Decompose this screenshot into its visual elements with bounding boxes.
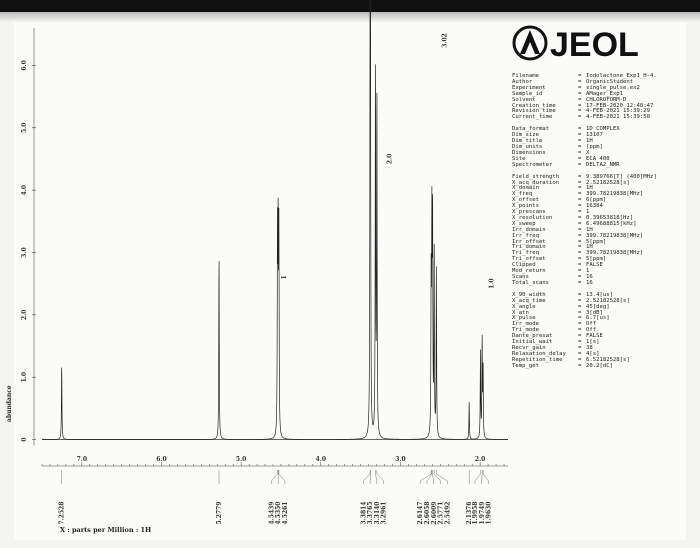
param-value: X [586, 149, 590, 156]
param-row [512, 364, 690, 370]
param-value: 1 [586, 268, 590, 275]
param-value: 9.389766[T] (400[MHz] [586, 173, 657, 180]
param-value: 13107 [586, 132, 603, 139]
param-equals: = [578, 262, 582, 269]
param-equals: = [578, 256, 582, 263]
param-value: CHLOROFORM-D [586, 96, 627, 103]
x-axis-label: X : parts per Million : 1H [60, 526, 152, 534]
param-key: Revision_time [512, 108, 556, 115]
param-value: 399.78219838[MHz] [586, 232, 644, 239]
peak-label: 2.6058 [423, 501, 431, 525]
param-equals: = [578, 149, 582, 156]
logo-emblem [514, 27, 546, 59]
param-value: 38 [586, 344, 593, 351]
param-key: Irr_mode [512, 321, 539, 328]
param-equals: = [578, 108, 582, 115]
param-value: 4-FEB-2021 15:39:58 [586, 114, 650, 121]
param-key: Mod_return [512, 268, 546, 275]
param-equals: = [578, 297, 582, 304]
param-key: Recvr_gain [512, 344, 546, 351]
integral-value: 1 [280, 275, 288, 280]
y-tick-label: 4.0 [21, 184, 28, 196]
param-value: Off [586, 327, 597, 334]
y-tick-label: 2.0 [21, 309, 28, 321]
param-equals: = [578, 321, 582, 328]
param-equals: = [578, 114, 582, 121]
peak-connector [483, 470, 488, 484]
param-equals: = [578, 339, 582, 346]
integral-value: 2.0 [386, 153, 394, 165]
param-value: 1H [586, 185, 593, 192]
param-equals: = [578, 102, 582, 109]
param-equals: = [578, 220, 582, 227]
x-tick-label: 3.0 [395, 456, 406, 463]
param-value: Off [586, 321, 597, 328]
y-tick-label: 3.0 [21, 247, 28, 258]
param-equals: = [578, 244, 582, 251]
peak-connector [377, 470, 384, 484]
param-value: AMager_Exp1 [586, 90, 624, 97]
param-key: Sample_id [512, 90, 543, 97]
param-value: 3[dB] [586, 309, 603, 316]
param-equals: = [578, 161, 582, 168]
param-equals: = [578, 173, 582, 180]
param-key: Initial_wait [512, 339, 553, 346]
param-value: 6.52182528[s] [586, 356, 630, 363]
param-value: 13.4[us] [586, 291, 613, 298]
peak-connector [475, 470, 480, 484]
param-value: 4[s] [586, 350, 600, 357]
param-equals: = [578, 268, 582, 275]
peak-label: 5.2779 [216, 501, 224, 525]
param-key: X_pulse [512, 315, 536, 322]
param-value: 16 [586, 279, 593, 286]
param-key: X_domain [512, 185, 539, 192]
peak-label: 1.9630 [485, 501, 493, 525]
peak-label: 3.3140 [373, 501, 381, 525]
param-key: Current_time [512, 114, 553, 121]
integral-value: 3.02 [441, 33, 449, 48]
jeol-logo [510, 22, 675, 64]
param-equals: = [578, 327, 582, 334]
param-equals: = [578, 333, 582, 340]
peak-label: 4.5350 [275, 501, 283, 525]
param-value: 2.52182528[s] [586, 297, 630, 304]
param-equals: = [578, 179, 582, 186]
peak-connector [436, 470, 447, 484]
peak-connector [375, 470, 376, 484]
param-key: X_sweep [512, 220, 536, 227]
peak-label: 1.9958 [471, 501, 479, 525]
param-value: 5[ppm] [586, 238, 607, 245]
param-equals: = [578, 214, 582, 221]
param-key: X_90_width [512, 291, 546, 298]
param-value: 2.52182528[s] [586, 179, 630, 186]
peak-label: 3.3814 [360, 501, 368, 525]
param-key: Dimensions [512, 149, 546, 156]
y-tick-label: 5.0 [21, 122, 28, 133]
param-value: 1H [586, 138, 593, 145]
y-tick-label: 0 [21, 437, 28, 442]
param-key: Experiment [512, 84, 546, 91]
param-equals: = [578, 84, 582, 91]
param-value: ECA 400 [586, 155, 610, 162]
y-tick-label: 6.0 [21, 60, 28, 71]
param-key: Site [512, 155, 526, 162]
param-equals: = [578, 90, 582, 97]
param-equals: = [578, 191, 582, 198]
param-key: Filename [512, 73, 539, 79]
param-value: 1[s] [586, 339, 600, 346]
param-equals: = [578, 315, 582, 322]
param-key: Creation_time [512, 102, 556, 109]
param-key: Temp_get [512, 362, 539, 369]
peak-label: 3.3765 [367, 501, 375, 525]
param-key: Clipped [512, 262, 536, 269]
param-key: X_atn [512, 309, 529, 316]
param-value: 6[ppm] [586, 197, 607, 204]
peak-connector [432, 470, 434, 484]
param-key: Data_format [512, 126, 550, 133]
peak-connector [434, 470, 440, 484]
param-value: 4-FEB-2021 15:39:29 [586, 108, 650, 115]
param-key: X_offset [512, 197, 539, 204]
param-key: Irr_domain [512, 226, 546, 233]
param-value: OrganicStudent [586, 78, 634, 85]
param-equals: = [578, 274, 582, 280]
param-key: X_acq_duration [512, 179, 560, 186]
param-key: X_resolution [512, 214, 553, 221]
param-key: X_angle [512, 303, 536, 310]
param-equals: = [578, 73, 582, 79]
param-equals: = [578, 291, 582, 298]
param-value: 0.39653818[Hz] [586, 214, 634, 221]
param-equals: = [578, 344, 582, 351]
param-equals: = [578, 197, 582, 204]
param-key: Solvent [512, 96, 536, 103]
param-key: X_freq [512, 191, 533, 198]
spectrum-trace [42, 0, 508, 440]
peak-connector [363, 470, 370, 484]
param-key: Irr_freq [512, 232, 539, 239]
param-equals: = [578, 143, 582, 150]
param-equals: = [578, 350, 582, 357]
param-row [512, 281, 690, 287]
spectrum-line [42, 0, 508, 440]
param-row [512, 115, 690, 121]
peak-label: 4.5439 [268, 501, 276, 525]
y-tick-label: 1.0 [21, 371, 28, 383]
param-value: 17-FEB-2020 12:48:47 [586, 102, 654, 109]
param-value: FALSE [586, 262, 603, 269]
peak-label: 2.5492 [444, 501, 452, 525]
acquisition-parameters [512, 74, 690, 370]
peak-connector [271, 470, 277, 484]
param-key: Dim_title [512, 138, 543, 145]
peak-label: 2.6009 [430, 501, 438, 525]
param-key: Repetition_time [512, 356, 563, 363]
param-value: 399.78219838[MHz] [586, 250, 644, 257]
y-axis-label: abundance [6, 385, 13, 422]
param-key: Tri_domain [512, 244, 546, 251]
param-value: 45[deg] [586, 303, 610, 310]
param-value: 1H [586, 226, 593, 233]
param-value: 1 [586, 209, 590, 216]
peak-connector [420, 470, 431, 484]
param-equals: = [578, 309, 582, 316]
x-tick-label: 6.0 [156, 456, 167, 463]
param-key: Irr_offset [512, 238, 546, 245]
peak-labels [59, 470, 493, 524]
param-value: 1H [586, 244, 593, 251]
param-key: Field_strength [512, 173, 560, 180]
param-equals: = [578, 155, 582, 162]
param-key: Total_scans [512, 279, 550, 286]
param-equals: = [578, 209, 582, 216]
param-value: Iodolactone_Exp1_H-4. [586, 73, 657, 79]
param-equals: = [578, 356, 582, 363]
param-equals: = [578, 132, 582, 139]
param-key: X_prescans [512, 209, 546, 216]
param-key: Dante_presat [512, 333, 553, 340]
param-key: Relaxation_delay [512, 350, 566, 357]
param-key: Tri_mode [512, 327, 539, 334]
param-key: Dim_size [512, 132, 539, 139]
param-key: Author [512, 78, 533, 85]
param-equals: = [578, 250, 582, 257]
peak-label: 7.2528 [58, 501, 66, 525]
x-tick-label: 7.0 [76, 456, 88, 463]
param-equals: = [578, 232, 582, 239]
integral-value: 1.0 [488, 278, 496, 289]
param-key: Dim_units [512, 143, 543, 150]
logo-text: JEOL [550, 26, 639, 64]
x-tick-label: 5.0 [235, 456, 247, 463]
peak-label: 2.6147 [417, 501, 425, 525]
param-value: DELTA2_NMR [586, 161, 620, 168]
param-key: Tri_freq [512, 250, 539, 257]
param-key: Tri_offset [512, 256, 546, 263]
param-equals: = [578, 78, 582, 85]
param-value: 6.7[us] [586, 315, 610, 322]
param-equals: = [578, 203, 582, 210]
peak-label: 2.5771 [437, 501, 445, 525]
param-equals: = [578, 226, 582, 233]
param-equals: = [578, 96, 582, 103]
param-value: 16 [586, 274, 593, 280]
param-row [512, 163, 690, 169]
param-equals: = [578, 126, 582, 133]
param-equals: = [578, 279, 582, 286]
param-equals: = [578, 138, 582, 145]
x-tick-label: 2.0 [474, 456, 486, 463]
param-key: Spectrometer [512, 161, 553, 168]
param-value: 20.2[dC] [586, 362, 613, 369]
param-equals: = [578, 185, 582, 192]
param-equals: = [578, 362, 582, 369]
param-value: 16384 [586, 203, 603, 210]
param-value: 399.78219838[MHz] [586, 191, 644, 198]
param-value: [ppm] [586, 143, 603, 150]
param-value: 6.49688815[kHz] [586, 220, 637, 227]
param-key: X_points [512, 203, 539, 210]
param-value: 5[ppm] [586, 256, 607, 263]
peak-label: 4.5261 [281, 501, 289, 525]
param-equals: = [578, 303, 582, 310]
x-tick-label: 4.0 [315, 456, 327, 463]
param-value: single_pulse.ex2 [586, 84, 640, 91]
param-value: FALSE [586, 333, 603, 340]
param-equals: = [578, 238, 582, 245]
peak-connector [279, 470, 285, 484]
param-value: 1D COMPLEX [586, 126, 620, 133]
peak-label: 1.9749 [478, 501, 486, 525]
peak-label: 3.2961 [380, 501, 388, 525]
param-key: X_acq_time [512, 297, 546, 304]
integral-labels [281, 33, 496, 289]
param-key: Scans [512, 274, 529, 280]
peak-label: 2.1376 [466, 501, 474, 525]
